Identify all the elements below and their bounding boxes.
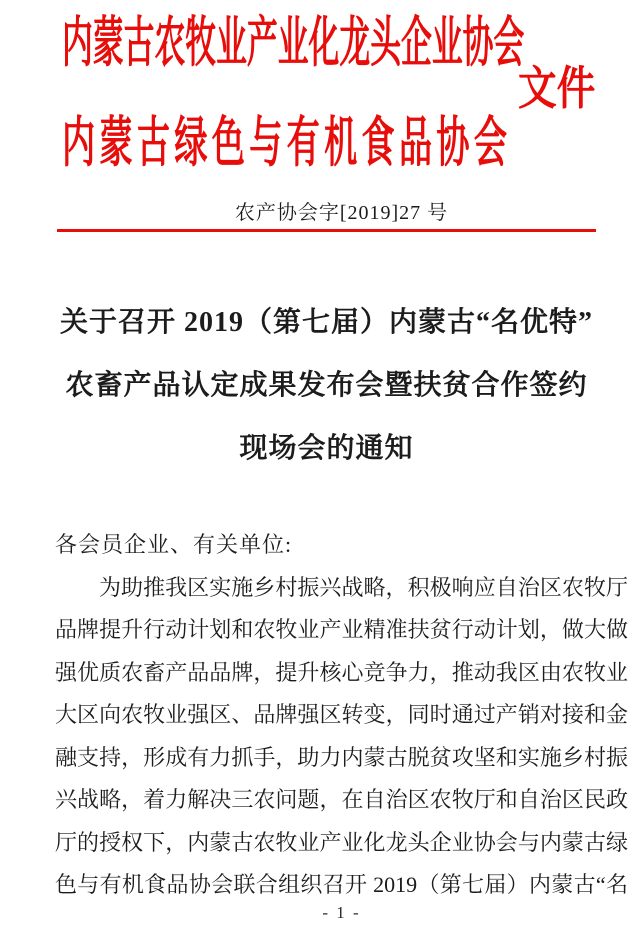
- body-text: [55, 524, 628, 907]
- body-line: 融支持，形成有力抓手，助力内蒙古脱贫攻坚和实施乡村振: [55, 744, 628, 770]
- body-line: 兴战略，着力解决三农问题，在自治区农牧厅和自治区民政: [55, 787, 628, 812]
- body-line: 厅的授权下，内蒙古农牧业产业化龙头企业协会与内蒙古绿: [55, 829, 628, 855]
- body-line: 大区向农牧业强区、品牌强区转变，同时通过产销对接和金: [55, 702, 628, 727]
- body-paragraph: [55, 567, 628, 907]
- notice-title-line-2: 农畜产品认定成果发布会暨扶贫合作签约: [65, 370, 588, 401]
- page-number: - 1 -: [322, 903, 361, 922]
- body-line: 为助推我区实施乡村振兴战略，积极响应自治区农牧厅: [99, 574, 628, 600]
- body-line: 强优质农畜产品品牌，提升核心竞争力，推动我区由农牧业: [55, 659, 628, 685]
- body-line: 色与有机食品协会联合组织召开 2019（第七届）内蒙古“名: [55, 872, 628, 897]
- notice-title-line-3: 现场会的通知: [239, 433, 414, 464]
- salutation: 各会员企业、有关单位:: [55, 532, 293, 557]
- red-separator-line: [57, 229, 596, 232]
- doc-type-label: 文件: [518, 63, 596, 114]
- org-name-line-2: 内蒙古绿色与有机食品协会: [62, 112, 512, 173]
- notice-title-line-1: 关于召开 2019（第七届）内蒙古“名优特”: [59, 307, 593, 338]
- body-line: 品牌提升行动计划和农牧业产业精准扶贫行动计划，做大做: [55, 617, 628, 642]
- doc-number: 农产协会字[2019]27 号: [234, 202, 449, 224]
- org-name-line-1: 内蒙古农牧业产业化龙头企业协会: [62, 12, 525, 73]
- notice-title: [40, 291, 613, 480]
